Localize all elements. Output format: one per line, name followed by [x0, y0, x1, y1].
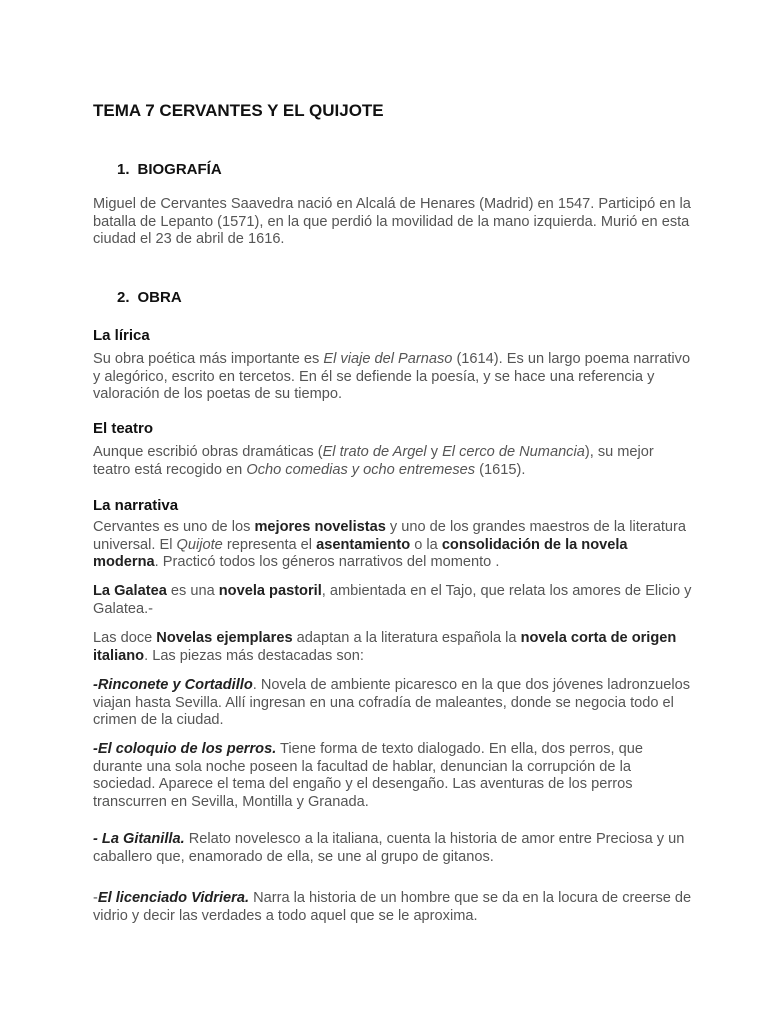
work-title: Quijote	[176, 536, 223, 553]
text-run: . Novela de ambiente picaresco en la que dos jóvenes ladronzuelos viajan hasta Sevilla. Allí ingresan en una cofradía de maleantes, donde se negocia todo el crimen de la ciudad.	[93, 677, 691, 728]
rinconete-paragraph	[93, 677, 693, 730]
teatro-paragraph	[93, 444, 693, 479]
coloquio-paragraph	[93, 741, 693, 811]
work-title: Ocho comedias y ocho entremeses	[246, 461, 476, 478]
work-title: El trato de Argel	[322, 444, 427, 460]
work-title: - La Gitanilla.	[93, 831, 185, 847]
text-run: ), su mejor teatro está recogido en	[93, 444, 654, 478]
gitanilla-paragraph	[93, 831, 693, 866]
narrativa-intro-paragraph	[93, 519, 693, 572]
text-run: representa el	[222, 536, 317, 553]
work-title: El cerco de Numancia	[442, 444, 585, 460]
novelas-ejemplares-paragraph	[93, 630, 693, 665]
text-run: Su obra poética más importante es	[93, 351, 324, 367]
section-number: 1.	[117, 161, 130, 178]
text-run: , ambientada en el Tajo, que relata los amores de Elicio y Galatea.-	[93, 583, 692, 617]
section-label: OBRA	[137, 289, 182, 306]
galatea-paragraph	[93, 583, 693, 618]
text-run: (1614). Es un largo poema narrativo y alegórico, escrito en tercetos. En él se defiende la poesía, y se hace una referencia y valoración de los poetas de su tiempo.	[93, 351, 691, 402]
text-run: es una	[166, 583, 219, 599]
section-label: BIOGRAFÍA	[137, 161, 222, 178]
text-run: Narra la historia de un hombre que se da en la locura de creerse de vidrio y decir las verdades a todo aquel que se le aproxima.	[93, 890, 692, 924]
text-run: Aunque escribió obras dramáticas (	[93, 444, 323, 460]
work-title: -Rinconete y Cortadillo	[93, 677, 253, 693]
document-title: TEMA 7 CERVANTES Y EL QUIJOTE	[93, 101, 384, 120]
text-run: Cervantes es uno de los	[93, 519, 255, 535]
bold-term: novela pastoril	[218, 583, 322, 599]
text-run: o la	[410, 536, 442, 553]
bold-term: Novelas ejemplares	[156, 630, 293, 646]
biography-paragraph: Miguel de Cervantes Saavedra nació en Alcalá de Henares (Madrid) en 1547. Participó en la batalla de Lepanto (1571), en la que perdió la movilidad de la mano izquierda. Murió en esta ciudad el 23 de abril de 1616.	[93, 196, 691, 247]
section-heading-obra	[117, 289, 717, 306]
text-run: y	[426, 444, 443, 460]
lirica-paragraph	[93, 351, 693, 404]
subheading-teatro: El teatro	[93, 420, 154, 437]
work-title: El licenciado Vidriera.	[97, 890, 250, 906]
bold-term: asentamiento	[316, 536, 411, 553]
text-run: -	[93, 890, 98, 906]
subheading-lirica: La lírica	[93, 327, 150, 344]
section-number: 2.	[117, 289, 130, 306]
text-run: (1615).	[475, 461, 526, 478]
vidriera-paragraph	[93, 890, 693, 925]
text-run: . Las piezas más destacadas son:	[144, 647, 364, 664]
text-run: y uno de los grandes maestros de la literatura universal. El	[93, 519, 687, 553]
text-run: . Practicó todos los géneros narrativos del momento .	[154, 554, 500, 570]
work-title: El viaje del Parnaso	[323, 351, 453, 367]
text-run: Tiene forma de texto dialogado. En ella, dos perros, que durante una sola noche poseen la facultad de hablar, denuncian la corrupción de la sociedad. Aparece el tema del engaño y el desengaño. Las aventuras de los perros transcurren en Sevilla, Montilla y Granada.	[93, 741, 643, 810]
text-run: Relato novelesco a la italiana, cuenta la historia de amor entre Preciosa y un caballero que, enamorado de ella, se une al grupo de gitanos.	[93, 831, 685, 865]
subheading-narrativa: La narrativa	[93, 497, 179, 514]
bold-term: mejores novelistas	[254, 519, 386, 535]
bold-term: consolidación de la novela moderna	[93, 536, 628, 570]
bold-term: La Galatea	[93, 583, 167, 599]
section-heading-biografia	[117, 161, 717, 178]
bold-term: novela corta de origen italiano	[93, 630, 677, 664]
text-run: adaptan a la literatura española la	[292, 630, 521, 646]
text-run: Las doce	[93, 630, 157, 646]
work-title: -El coloquio de los perros.	[93, 741, 277, 757]
